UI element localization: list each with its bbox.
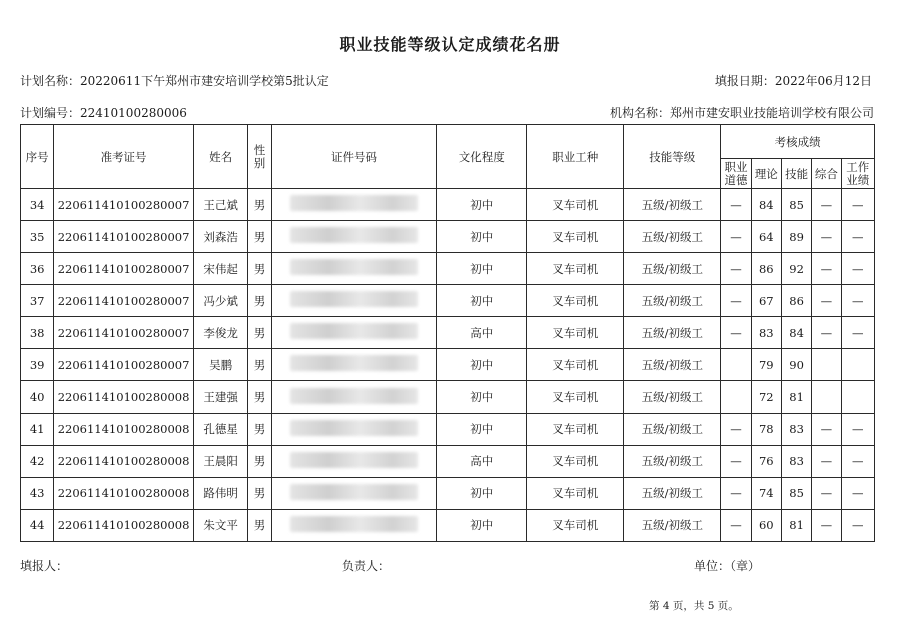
redaction-blur: [290, 291, 418, 307]
row-gender: 男: [248, 285, 271, 317]
row-overall: [812, 349, 841, 381]
row-theory: 67: [751, 285, 781, 317]
row-ethics: —: [721, 509, 751, 541]
row-theory: 86: [751, 253, 781, 285]
row-theory: 84: [751, 189, 781, 221]
row-overall: —: [812, 189, 841, 221]
row-level: 五级/初级工: [624, 477, 721, 509]
row-level: 五级/初级工: [624, 509, 721, 541]
row-ethics: —: [721, 221, 751, 253]
row-skill: 81: [781, 509, 811, 541]
table-row: [21, 509, 875, 541]
unit-seal-label: 单位：（章）: [694, 559, 761, 573]
row-skill: 85: [781, 189, 811, 221]
row-exam-id: 220611410100280008: [54, 509, 193, 541]
row-ethics: —: [721, 317, 751, 349]
redaction-blur: [290, 484, 418, 500]
row-occupation: 叉车司机: [527, 253, 624, 285]
row-exam-id: 220611410100280008: [54, 381, 193, 413]
row-overall: —: [812, 509, 841, 541]
header-overall: 综合: [812, 159, 841, 189]
row-occupation: 叉车司机: [527, 381, 624, 413]
row-seq: 43: [21, 477, 54, 509]
row-work: —: [841, 253, 874, 285]
row-level: 五级/初级工: [624, 381, 721, 413]
row-occupation: 叉车司机: [527, 221, 624, 253]
responsible-label: 负责人：: [342, 559, 391, 573]
row-education: 高中: [437, 317, 527, 349]
row-id-number-redacted: [271, 317, 437, 349]
row-id-number-redacted: [271, 253, 437, 285]
row-seq: 41: [21, 413, 54, 445]
table-row: [21, 189, 875, 221]
row-theory: 60: [751, 509, 781, 541]
row-skill: 81: [781, 381, 811, 413]
table-row: [21, 317, 875, 349]
filler-label: 填报人：: [20, 559, 69, 573]
row-exam-id: 220611410100280008: [54, 477, 193, 509]
row-exam-id: 220611410100280008: [54, 445, 193, 477]
row-name: 冯少斌: [193, 285, 248, 317]
row-theory: 83: [751, 317, 781, 349]
row-work: —: [841, 413, 874, 445]
row-gender: 男: [248, 381, 271, 413]
row-exam-id: 220611410100280007: [54, 285, 193, 317]
row-id-number-redacted: [271, 413, 437, 445]
row-name: 孔德星: [193, 413, 248, 445]
row-work: [841, 381, 874, 413]
row-name: 宋伟起: [193, 253, 248, 285]
fill-date: 填报日期：2022年06月12日: [714, 74, 872, 88]
row-skill: 83: [781, 413, 811, 445]
row-exam-id: 220611410100280007: [54, 221, 193, 253]
row-name: 李俊龙: [193, 317, 248, 349]
row-name: 王己斌: [193, 189, 248, 221]
row-work: —: [841, 221, 874, 253]
row-seq: 39: [21, 349, 54, 381]
row-overall: —: [812, 253, 841, 285]
row-work: —: [841, 477, 874, 509]
row-theory: 64: [751, 221, 781, 253]
table-row: [21, 477, 875, 509]
roster-table: [20, 124, 875, 542]
row-education: 初中: [437, 189, 527, 221]
plan-name: 计划名称：20220611下午郑州市建安培训学校第5批认定: [20, 74, 329, 88]
row-id-number-redacted: [271, 381, 437, 413]
row-work: [841, 349, 874, 381]
row-level: 五级/初级工: [624, 317, 721, 349]
row-work: —: [841, 509, 874, 541]
table-row: [21, 349, 875, 381]
redaction-blur: [290, 259, 418, 275]
row-gender: 男: [248, 317, 271, 349]
redaction-blur: [290, 516, 418, 532]
row-name: 朱文平: [193, 509, 248, 541]
row-ethics: —: [721, 445, 751, 477]
redaction-blur: [290, 195, 418, 211]
row-occupation: 叉车司机: [527, 509, 624, 541]
header-skill: 技能: [781, 159, 811, 189]
table-row: [21, 285, 875, 317]
row-education: 初中: [437, 221, 527, 253]
row-level: 五级/初级工: [624, 285, 721, 317]
row-ethics: —: [721, 413, 751, 445]
row-work: —: [841, 445, 874, 477]
redaction-blur: [290, 388, 418, 404]
row-name: 路伟明: [193, 477, 248, 509]
row-occupation: 叉车司机: [527, 413, 624, 445]
row-theory: 74: [751, 477, 781, 509]
row-work: —: [841, 285, 874, 317]
row-seq: 34: [21, 189, 54, 221]
row-gender: 男: [248, 221, 271, 253]
table-row: [21, 381, 875, 413]
row-gender: 男: [248, 509, 271, 541]
table-row: [21, 445, 875, 477]
row-ethics: [721, 349, 751, 381]
row-id-number-redacted: [271, 221, 437, 253]
redaction-blur: [290, 452, 418, 468]
row-education: 初中: [437, 253, 527, 285]
redaction-blur: [290, 227, 418, 243]
header-gender: 性别: [248, 125, 271, 189]
row-level: 五级/初级工: [624, 189, 721, 221]
row-level: 五级/初级工: [624, 413, 721, 445]
row-name: 吴鹏: [193, 349, 248, 381]
row-name: 刘森浩: [193, 221, 248, 253]
row-gender: 男: [248, 349, 271, 381]
row-education: 初中: [437, 413, 527, 445]
row-education: 初中: [437, 509, 527, 541]
row-theory: 78: [751, 413, 781, 445]
table-row: [21, 413, 875, 445]
row-skill: 86: [781, 285, 811, 317]
row-seq: 35: [21, 221, 54, 253]
row-ethics: [721, 381, 751, 413]
header-assessment: 考核成绩: [721, 125, 875, 159]
row-skill: 83: [781, 445, 811, 477]
header-seq: 序号: [21, 125, 54, 189]
row-seq: 36: [21, 253, 54, 285]
row-overall: —: [812, 445, 841, 477]
row-name: 王晨阳: [193, 445, 248, 477]
row-level: 五级/初级工: [624, 221, 721, 253]
header-education: 文化程度: [437, 125, 527, 189]
redaction-blur: [290, 420, 418, 436]
row-seq: 37: [21, 285, 54, 317]
row-overall: —: [812, 285, 841, 317]
row-overall: —: [812, 413, 841, 445]
row-occupation: 叉车司机: [527, 349, 624, 381]
header-occupation: 职业工种: [527, 125, 624, 189]
row-overall: —: [812, 221, 841, 253]
row-ethics: —: [721, 477, 751, 509]
row-skill: 90: [781, 349, 811, 381]
row-skill: 84: [781, 317, 811, 349]
header-exam-id: 准考证号: [54, 125, 193, 189]
org-name: 机构名称：郑州市建安职业技能培训学校有限公司: [609, 106, 874, 120]
row-id-number-redacted: [271, 349, 437, 381]
row-seq: 42: [21, 445, 54, 477]
row-education: 高中: [437, 445, 527, 477]
row-theory: 76: [751, 445, 781, 477]
row-skill: 85: [781, 477, 811, 509]
row-occupation: 叉车司机: [527, 285, 624, 317]
row-work: —: [841, 189, 874, 221]
row-gender: 男: [248, 189, 271, 221]
row-occupation: 叉车司机: [527, 477, 624, 509]
page-number: 第 4 页，共 5 页。: [649, 600, 739, 612]
row-exam-id: 220611410100280008: [54, 413, 193, 445]
row-seq: 40: [21, 381, 54, 413]
row-id-number-redacted: [271, 285, 437, 317]
row-id-number-redacted: [271, 509, 437, 541]
row-overall: —: [812, 477, 841, 509]
row-gender: 男: [248, 477, 271, 509]
row-level: 五级/初级工: [624, 445, 721, 477]
row-gender: 男: [248, 445, 271, 477]
row-education: 初中: [437, 285, 527, 317]
row-education: 初中: [437, 349, 527, 381]
row-exam-id: 220611410100280007: [54, 189, 193, 221]
row-education: 初中: [437, 381, 527, 413]
row-skill: 92: [781, 253, 811, 285]
row-seq: 38: [21, 317, 54, 349]
row-occupation: 叉车司机: [527, 445, 624, 477]
row-id-number-redacted: [271, 477, 437, 509]
row-gender: 男: [248, 413, 271, 445]
row-theory: 79: [751, 349, 781, 381]
row-education: 初中: [437, 477, 527, 509]
row-exam-id: 220611410100280007: [54, 349, 193, 381]
row-exam-id: 220611410100280007: [54, 253, 193, 285]
row-occupation: 叉车司机: [527, 317, 624, 349]
row-id-number-redacted: [271, 189, 437, 221]
table-row: [21, 221, 875, 253]
row-overall: [812, 381, 841, 413]
page-title: 职业技能等级认定成绩花名册: [339, 35, 561, 54]
header-ethics: 职业道德: [721, 159, 751, 189]
row-ethics: —: [721, 189, 751, 221]
row-ethics: —: [721, 285, 751, 317]
header-work-performance: 工作业绩: [841, 159, 874, 189]
table-row: [21, 253, 875, 285]
row-seq: 44: [21, 509, 54, 541]
row-exam-id: 220611410100280007: [54, 317, 193, 349]
plan-number: 计划编号：22410100280006: [20, 106, 187, 120]
row-skill: 89: [781, 221, 811, 253]
row-gender: 男: [248, 253, 271, 285]
row-work: —: [841, 317, 874, 349]
header-theory: 理论: [751, 159, 781, 189]
header-level: 技能等级: [624, 125, 721, 189]
header-id-number: 证件号码: [271, 125, 437, 189]
row-overall: —: [812, 317, 841, 349]
row-occupation: 叉车司机: [527, 189, 624, 221]
row-id-number-redacted: [271, 445, 437, 477]
row-theory: 72: [751, 381, 781, 413]
redaction-blur: [290, 355, 418, 371]
header-name: 姓名: [193, 125, 248, 189]
row-level: 五级/初级工: [624, 253, 721, 285]
redaction-blur: [290, 323, 418, 339]
row-level: 五级/初级工: [624, 349, 721, 381]
row-name: 王建强: [193, 381, 248, 413]
row-ethics: —: [721, 253, 751, 285]
